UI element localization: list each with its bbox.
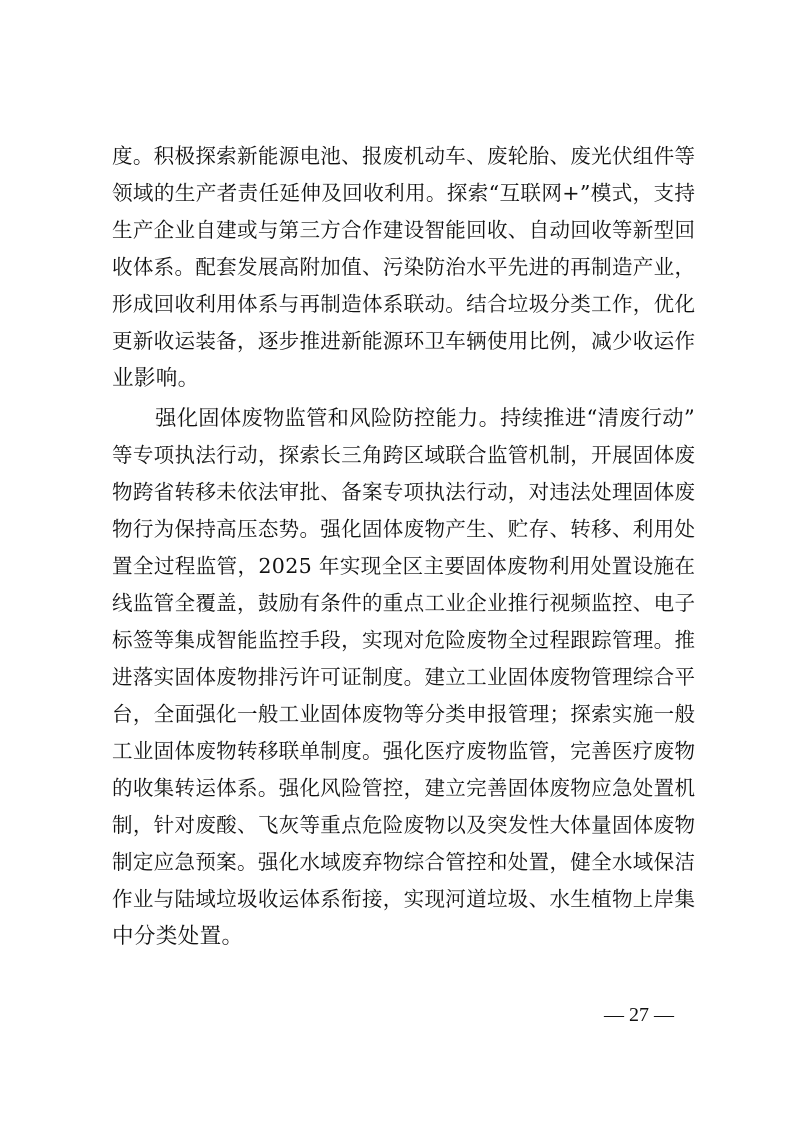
text-line: 制定应急预案。强化水域废弃物综合管控和处置，健全水域保洁	[112, 850, 696, 874]
text-line: 更新收运装备，逐步推进新能源环卫车辆使用比例，减少收运作	[112, 329, 696, 353]
text-line: 收体系。配套发展高附加值、污染防治水平先进的再制造产业，	[112, 255, 696, 279]
text-line: 置全过程监管，2025 年实现全区主要固体废物利用处置设施在	[112, 554, 696, 578]
text-line: 进落实固体废物排污许可证制度。建立工业固体废物管理综合平	[112, 665, 696, 689]
text-line: 生产企业自建或与第三方合作建设智能回收、自动回收等新型回	[112, 218, 696, 242]
page-number: — 27 —	[604, 1004, 674, 1026]
text-line: 等专项执法行动，探索长三角跨区域联合监管机制，开展固体废	[112, 443, 696, 467]
text-line: 的收集转运体系。强化风险管控，建立完善固体废物应急处置机	[112, 776, 696, 800]
text-line: 中分类处置。	[112, 924, 244, 949]
text-line: 制，针对废酸、飞灰等重点危险废物以及突发性大体量固体废物	[112, 813, 696, 837]
text-line: 领域的生产者责任延伸及回收利用。探索“互联网+”模式，支持	[112, 181, 696, 205]
text-line: 强化固体废物监管和风险防控能力。持续推进“清废行动”	[112, 406, 696, 431]
paragraph-solid-waste-supervision	[112, 400, 698, 955]
text-line: 业影响。	[112, 366, 200, 391]
text-line: 形成回收利用体系与再制造体系联动。结合垃圾分类工作，优化	[112, 292, 696, 316]
text-line: 物行为保持高压态势。强化固体废物产生、贮存、转移、利用处	[112, 517, 696, 541]
text-line: 标签等集成智能监控手段，实现对危险废物全过程跟踪管理。推	[112, 628, 696, 652]
text-line: 线监管全覆盖，鼓励有条件的重点工业企业推行视频监控、电子	[112, 591, 696, 615]
text-line: 台，全面强化一般工业固体废物等分类申报管理；探索实施一般	[112, 702, 696, 726]
body-text	[112, 138, 698, 955]
text-line: 工业固体废物转移联单制度。强化医疗废物监管，完善医疗废物	[112, 739, 696, 763]
text-line: 物跨省转移未依法审批、备案专项执法行动，对违法处理固体废	[112, 480, 696, 504]
text-line: 作业与陆域垃圾收运体系衔接，实现河道垃圾、水生植物上岸集	[112, 887, 696, 911]
paragraph-recycling-system	[112, 138, 698, 397]
text-line: 度。积极探索新能源电池、报废机动车、废轮胎、废光伏组件等	[112, 144, 696, 168]
